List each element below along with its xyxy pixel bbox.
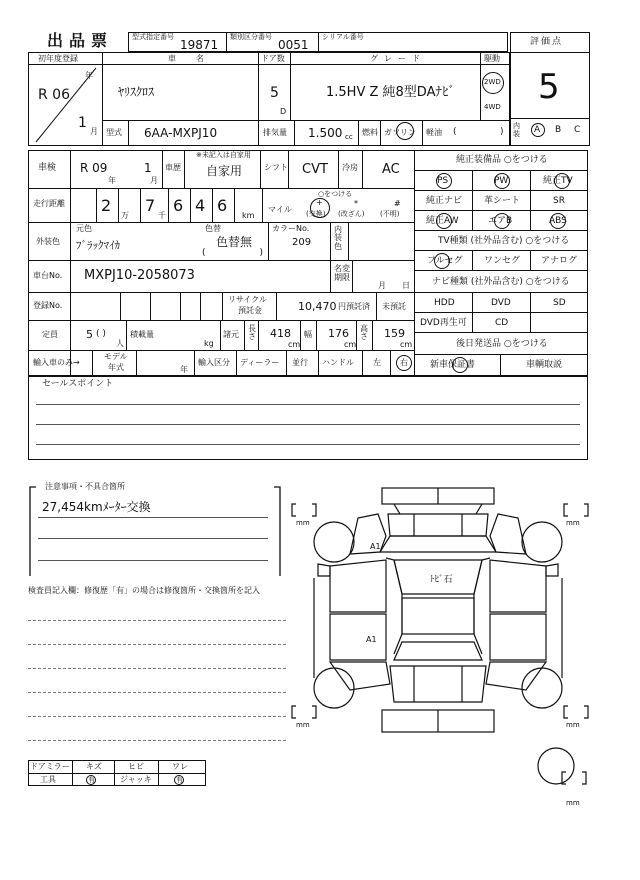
mileage-digit-5: 6 [217, 196, 228, 215]
equip-leather: 革シート [484, 196, 521, 206]
reg-era: R 06 [38, 87, 70, 103]
legend-door-mirror: ドアミラー [30, 762, 70, 771]
reg-month-unit: 月 [90, 127, 98, 136]
mm-spare: mm [566, 799, 580, 807]
nav-hdd: HDD [434, 298, 455, 308]
interior-color-label: 内装色 [334, 225, 342, 251]
windshield-note: ﾄﾋﾞ石 [430, 575, 453, 585]
equip-ps: PS [437, 176, 449, 186]
diesel-paren-close: ) [500, 127, 504, 137]
inspector-label: 検査員記入欄：修復歴「有」の場合は修復箇所・交換箇所を記入 [28, 586, 260, 595]
meter-unknown: (不明) [380, 210, 400, 218]
doors-value: 5 [270, 85, 279, 101]
capacity-label: 定員 [42, 330, 58, 339]
chassis-value: MXPJ10-2058073 [84, 268, 195, 283]
inspection-year-unit: 年 [108, 176, 116, 185]
width-label: 幅 [304, 330, 312, 339]
mm-front-left: mm [296, 519, 310, 527]
mileage-label: 走行距離 [33, 199, 65, 208]
displacement-label: 排気量 [263, 128, 287, 137]
diesel-paren-open: ( [453, 127, 457, 137]
legend-jack: ジャッキ [120, 775, 152, 784]
recycle-unit: 円預託済 [338, 302, 370, 311]
inspection-label: 車検 [38, 163, 57, 173]
height-unit: cm [400, 340, 413, 349]
fuel-value: ガソリン [384, 128, 416, 137]
model-value: 6AA-MXPJ10 [144, 126, 218, 140]
nav-title: ナビ種類 (社外品含む) ○をつける [432, 277, 570, 287]
tv-analog: アナログ [541, 256, 578, 266]
load-label: 積載量 [130, 330, 154, 339]
mileage-sen-unit: 千 [158, 211, 166, 220]
mileage-digit-3: 6 [173, 196, 184, 215]
grade-value: 1.5HV Z 純8型DAﾅﾋﾞ [326, 85, 455, 100]
mileage-digit-4: 4 [195, 196, 206, 215]
capacity-unit: 人 [116, 339, 124, 348]
damage-mark-a1-side: A1 [366, 635, 377, 644]
recycle-unpaid: 未預託 [382, 302, 406, 311]
drive-2wd: 2WD [484, 78, 501, 86]
mm-front-right: mm [566, 519, 580, 527]
length-label: 長さ [248, 324, 256, 342]
equip-abs: ABS [549, 216, 567, 226]
name-change-label: 名変期限 [334, 264, 350, 282]
score-label: 評価点 [530, 37, 564, 47]
height-label: 高さ [360, 324, 368, 342]
equip-sr: SR [553, 196, 565, 206]
legend-scratch: キズ [86, 762, 102, 771]
history-note: ※未記入は自家用 [196, 151, 251, 159]
capacity-paren: ( ) [96, 329, 106, 339]
mileage-digit-1: 2 [101, 196, 112, 215]
name-change-month: 月 [378, 281, 386, 290]
inspection-month-value: 1 [144, 161, 152, 175]
history-value: 自家用 [206, 164, 243, 178]
caution-value: 27,454kmﾒｰﾀｰ交換 [42, 500, 151, 514]
car-name-value: ﾔﾘｽｸﾛｽ [118, 85, 155, 99]
meter-replaced: (交換) [306, 210, 326, 218]
mileage-digit-2: 7 [145, 196, 156, 215]
shift-value: CVT [302, 162, 328, 177]
mm-rear-left: mm [296, 721, 310, 729]
reg-year-unit: 年 [85, 71, 93, 80]
meter-hash: # [394, 199, 401, 208]
mm-rear-right: mm [566, 721, 580, 729]
name-change-day: 日 [402, 281, 410, 290]
interior-option-b: B [555, 125, 562, 135]
equip-navi: 純正ナビ [426, 196, 463, 206]
model-label: 型式 [106, 128, 122, 137]
width-unit: cm [344, 340, 357, 349]
mileage-unit: km [242, 211, 255, 220]
regno-label: 登録No. [33, 301, 63, 310]
drive-label: 駆動 [484, 54, 500, 63]
later-title: 後日発送品 ○をつける [456, 339, 548, 349]
ac-value: AC [382, 162, 400, 177]
meter-star: * [354, 199, 358, 208]
equip-tv: 純正TV [543, 176, 573, 186]
damage-mark-a1-front: A1 [370, 542, 381, 551]
shift-label: シフト [264, 163, 288, 172]
dealer-label: ディーラー [240, 358, 280, 367]
color-change-value: 色替無 [216, 235, 253, 249]
mile-label: マイル [268, 205, 292, 214]
grade-label: グレード [370, 54, 426, 63]
color-no-value: 209 [292, 237, 312, 248]
height-value: 159 [384, 327, 405, 340]
equip-pw: PW [494, 176, 509, 186]
history-label: 車歴 [165, 163, 181, 172]
load-unit: kg [204, 339, 214, 348]
mileage-note: ○をつける [318, 190, 353, 198]
recycle-label-1: リサイクル [228, 295, 267, 304]
car-name-label: 車 名 [168, 54, 210, 63]
score-value: 5 [538, 67, 560, 107]
capacity-value: 5 [86, 328, 93, 341]
nav-dvd: DVD [491, 298, 511, 308]
doors-suffix: D [280, 107, 287, 116]
interior-option-c: C [574, 125, 581, 135]
form-title: 出品票 [47, 31, 114, 50]
dims-label: 諸元 [223, 330, 239, 339]
lot-value: 19871 [180, 38, 219, 52]
color-paren: ( ) [202, 248, 264, 258]
color-no-label: カラーNo. [272, 224, 310, 233]
model-year-label-2: 年式 [108, 363, 124, 372]
tv-title: TV種類 (社外品含む) ○をつける [438, 236, 570, 246]
lot-label: 型式指定番号 [132, 33, 174, 41]
nav-cd: CD [495, 318, 509, 328]
sales-label: セールスポイント [42, 379, 114, 389]
diesel-label: 軽油 [426, 128, 442, 137]
legend-tools-yes: 有 [88, 776, 95, 784]
handle-left: 左 [373, 358, 381, 367]
inspection-month-unit: 月 [150, 176, 158, 185]
tv-oneseg: ワンセグ [484, 256, 521, 266]
legend-tools: 工具 [40, 775, 56, 784]
orig-color-value: ﾌﾞﾗｯｸﾏｲｶ [76, 239, 120, 252]
mileage-man-unit: 万 [121, 211, 129, 220]
equip-airbag: エアB [488, 216, 513, 226]
model-year-label-1: モデル [104, 352, 128, 361]
later-warranty: 新車保証書 [430, 360, 476, 370]
recycle-label-2: 預託金 [238, 306, 262, 315]
fuel-label: 燃料 [362, 128, 378, 137]
reg-month: 1 [78, 115, 87, 131]
equip-aw: 純正AW [426, 216, 459, 226]
interior-label: 内装 [513, 122, 520, 138]
nav-dvd-play: DVD再生可 [420, 318, 467, 328]
interior-option-a: A [534, 125, 541, 135]
orig-color-label: 元色 [76, 224, 92, 233]
meter-altered: (改ざん) [338, 210, 365, 218]
meter-plus: + [316, 198, 323, 207]
legend-jack-yes: 有 [176, 776, 183, 784]
legend-crack: ヒビ [128, 762, 144, 771]
ac-label: 冷房 [342, 163, 358, 172]
tv-fullseg: フルセグ [427, 256, 463, 266]
displacement-value: 1.500 [308, 126, 343, 140]
handle-label: ハンドル [322, 358, 354, 367]
parallel-label: 並行 [292, 358, 308, 367]
std-equipment-title: 純正装備品 ○をつける [456, 155, 548, 165]
width-value: 176 [328, 327, 349, 340]
legend-break: ワレ [172, 762, 188, 771]
drive-4wd: 4WD [484, 103, 501, 111]
import-class-label: 輸入区分 [198, 358, 230, 367]
inspection-value: R 09 [80, 161, 108, 175]
caution-label: 注意事項・不具合箇所 [42, 483, 128, 491]
length-value: 418 [270, 327, 291, 340]
car-damage-diagram [290, 484, 600, 814]
color-label: 外装色 [36, 237, 60, 246]
doors-label: ドア数 [261, 54, 285, 63]
serial-label: シリアル番号 [322, 33, 364, 41]
nav-sd: SD [553, 298, 566, 308]
recycle-value: 10,470 [298, 300, 337, 313]
model-year-unit: 年 [180, 365, 188, 374]
later-manual: 車輌取説 [526, 360, 563, 370]
handle-right: 右 [400, 358, 408, 367]
reg-label: 初年度登録 [38, 54, 78, 63]
color-change-label: 色替 [205, 224, 221, 233]
class-value: 0051 [278, 38, 309, 52]
displacement-unit: cc [345, 133, 353, 141]
import-label: 輸入車のみ→ [33, 358, 80, 367]
length-unit: cm [288, 340, 301, 349]
class-label: 類別区分番号 [230, 33, 272, 41]
chassis-label: 車台No. [33, 271, 63, 280]
